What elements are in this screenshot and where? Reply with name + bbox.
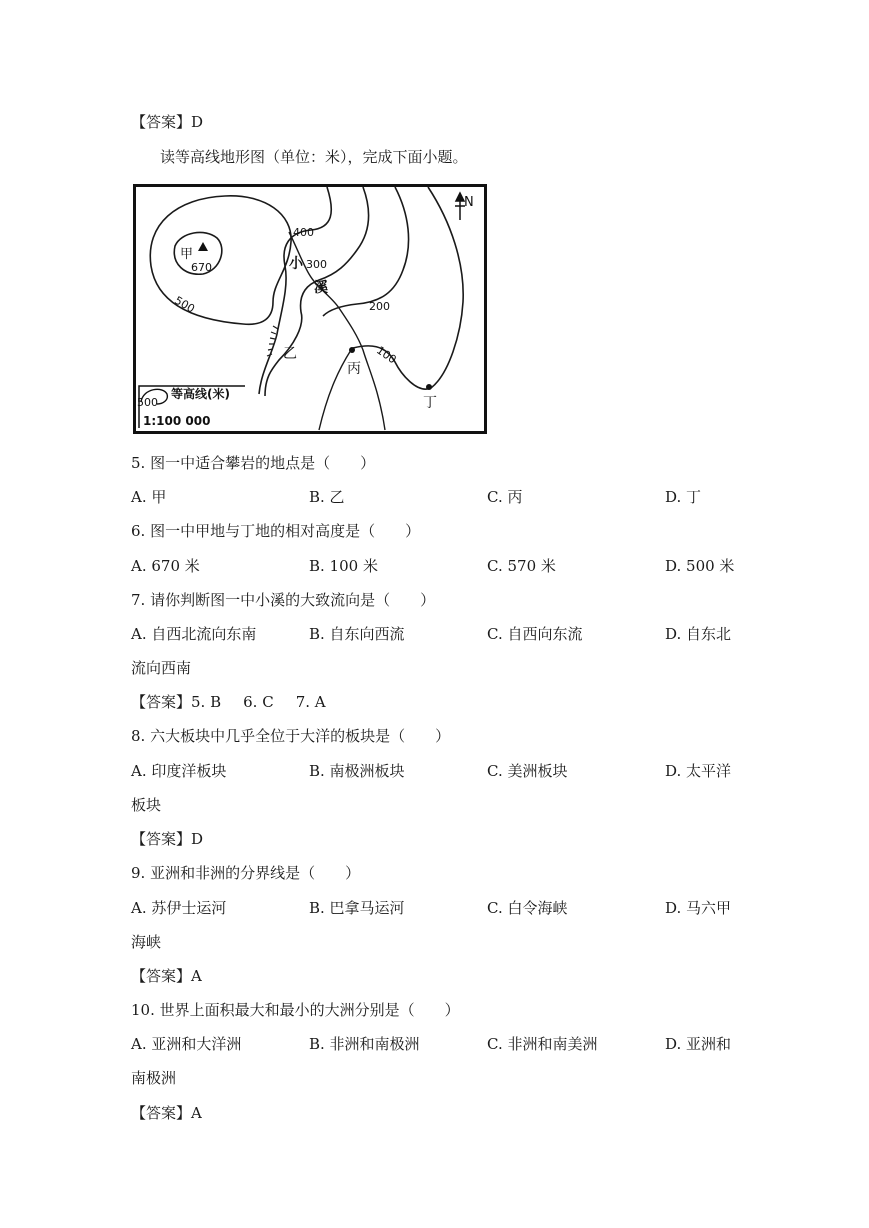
answer-9: 【答案】A xyxy=(131,967,202,985)
q6-option-a: A. 670 米 xyxy=(131,557,200,575)
legend-scale: 1:100 000 xyxy=(143,414,211,428)
q7-option-d: D. 自东北 xyxy=(665,625,732,643)
point-bing-marker xyxy=(349,347,355,353)
question-8-stem: 8. 六大板块中几乎全位于大洋的板块是（ ） xyxy=(131,727,451,745)
label-bing: 丙 xyxy=(347,361,361,377)
answer-6: 6. C xyxy=(243,693,274,711)
legend-sample: 500 xyxy=(137,396,158,409)
label-100: 100 xyxy=(374,343,399,367)
label-north: N xyxy=(464,195,474,210)
answer-5-7 xyxy=(131,692,348,712)
question-6-stem: 6. 图一中甲地与丁地的相对高度是（ ） xyxy=(131,522,421,540)
label-300: 300 xyxy=(306,258,327,271)
legend-title: 等高线(米) xyxy=(171,387,230,401)
label-yi: 乙 xyxy=(283,346,297,362)
q9-option-d-wrap: 海峡 xyxy=(131,933,162,951)
q7-option-c: C. 自西向东流 xyxy=(487,625,583,643)
label-jia-elevation: 670 xyxy=(191,261,212,274)
label-jia: 甲 xyxy=(180,247,194,262)
question-9-stem: 9. 亚洲和非洲的分界线是（ ） xyxy=(131,864,361,882)
contour-map xyxy=(133,184,487,434)
label-stream-1: 小 xyxy=(289,256,303,272)
intro-text: 读等高线地形图（单位：米），完成下面小题。 xyxy=(160,148,468,166)
label-400: 400 xyxy=(293,226,314,239)
answer-10: 【答案】A xyxy=(131,1104,202,1122)
label-500: 500 xyxy=(172,293,197,316)
q8-option-c: C. 美洲板块 xyxy=(487,762,568,780)
q10-option-b: B. 非洲和南极洲 xyxy=(309,1035,420,1053)
q9-option-b: B. 巴拿马运河 xyxy=(309,899,405,917)
q5-option-a: A. 甲 xyxy=(131,488,167,506)
label-200: 200 xyxy=(369,300,390,313)
question-10-stem: 10. 世界上面积最大和最小的大洲分别是（ ） xyxy=(131,1001,460,1019)
q9-option-a: A. 苏伊士运河 xyxy=(131,899,227,917)
label-stream-2: 溪 xyxy=(314,280,328,296)
q5-option-d: D. 丁 xyxy=(665,488,702,506)
q7-option-d-wrap: 流向西南 xyxy=(131,659,192,677)
answer-7: 7. A xyxy=(295,693,326,711)
q9-option-d: D. 马六甲 xyxy=(665,899,732,917)
q8-option-d: D. 太平洋 xyxy=(665,762,732,780)
q6-option-b: B. 100 米 xyxy=(309,557,378,575)
q6-option-c: C. 570 米 xyxy=(487,557,556,575)
q10-option-d: D. 亚洲和 xyxy=(665,1035,732,1053)
q10-option-d-wrap: 南极洲 xyxy=(131,1069,177,1087)
q8-option-b: B. 南极洲板块 xyxy=(309,762,405,780)
answer-line: 【答案】D xyxy=(131,113,204,131)
q9-option-c: C. 白令海峡 xyxy=(487,899,568,917)
answer-5: 5. B xyxy=(191,693,222,711)
q8-option-d-wrap: 板块 xyxy=(131,796,162,814)
q5-option-c: C. 丙 xyxy=(487,488,523,506)
point-ding-marker xyxy=(426,384,432,390)
q10-option-a: A. 亚洲和大洋洲 xyxy=(131,1035,242,1053)
question-5-stem: 5. 图一中适合攀岩的地点是（ ） xyxy=(131,454,376,472)
answer-8: 【答案】D xyxy=(131,830,204,848)
q8-option-a: A. 印度洋板块 xyxy=(131,762,227,780)
q7-option-b: B. 自东向西流 xyxy=(309,625,405,643)
q5-option-b: B. 乙 xyxy=(309,488,345,506)
q10-option-c: C. 非洲和南美洲 xyxy=(487,1035,598,1053)
question-7-stem: 7. 请你判断图一中小溪的大致流向是（ ） xyxy=(131,591,436,609)
label-ding: 丁 xyxy=(423,395,437,411)
q6-option-d: D. 500 米 xyxy=(665,557,735,575)
q7-option-a: A. 自西北流向东南 xyxy=(131,625,257,643)
answer-label: 【答案】 xyxy=(131,693,192,711)
